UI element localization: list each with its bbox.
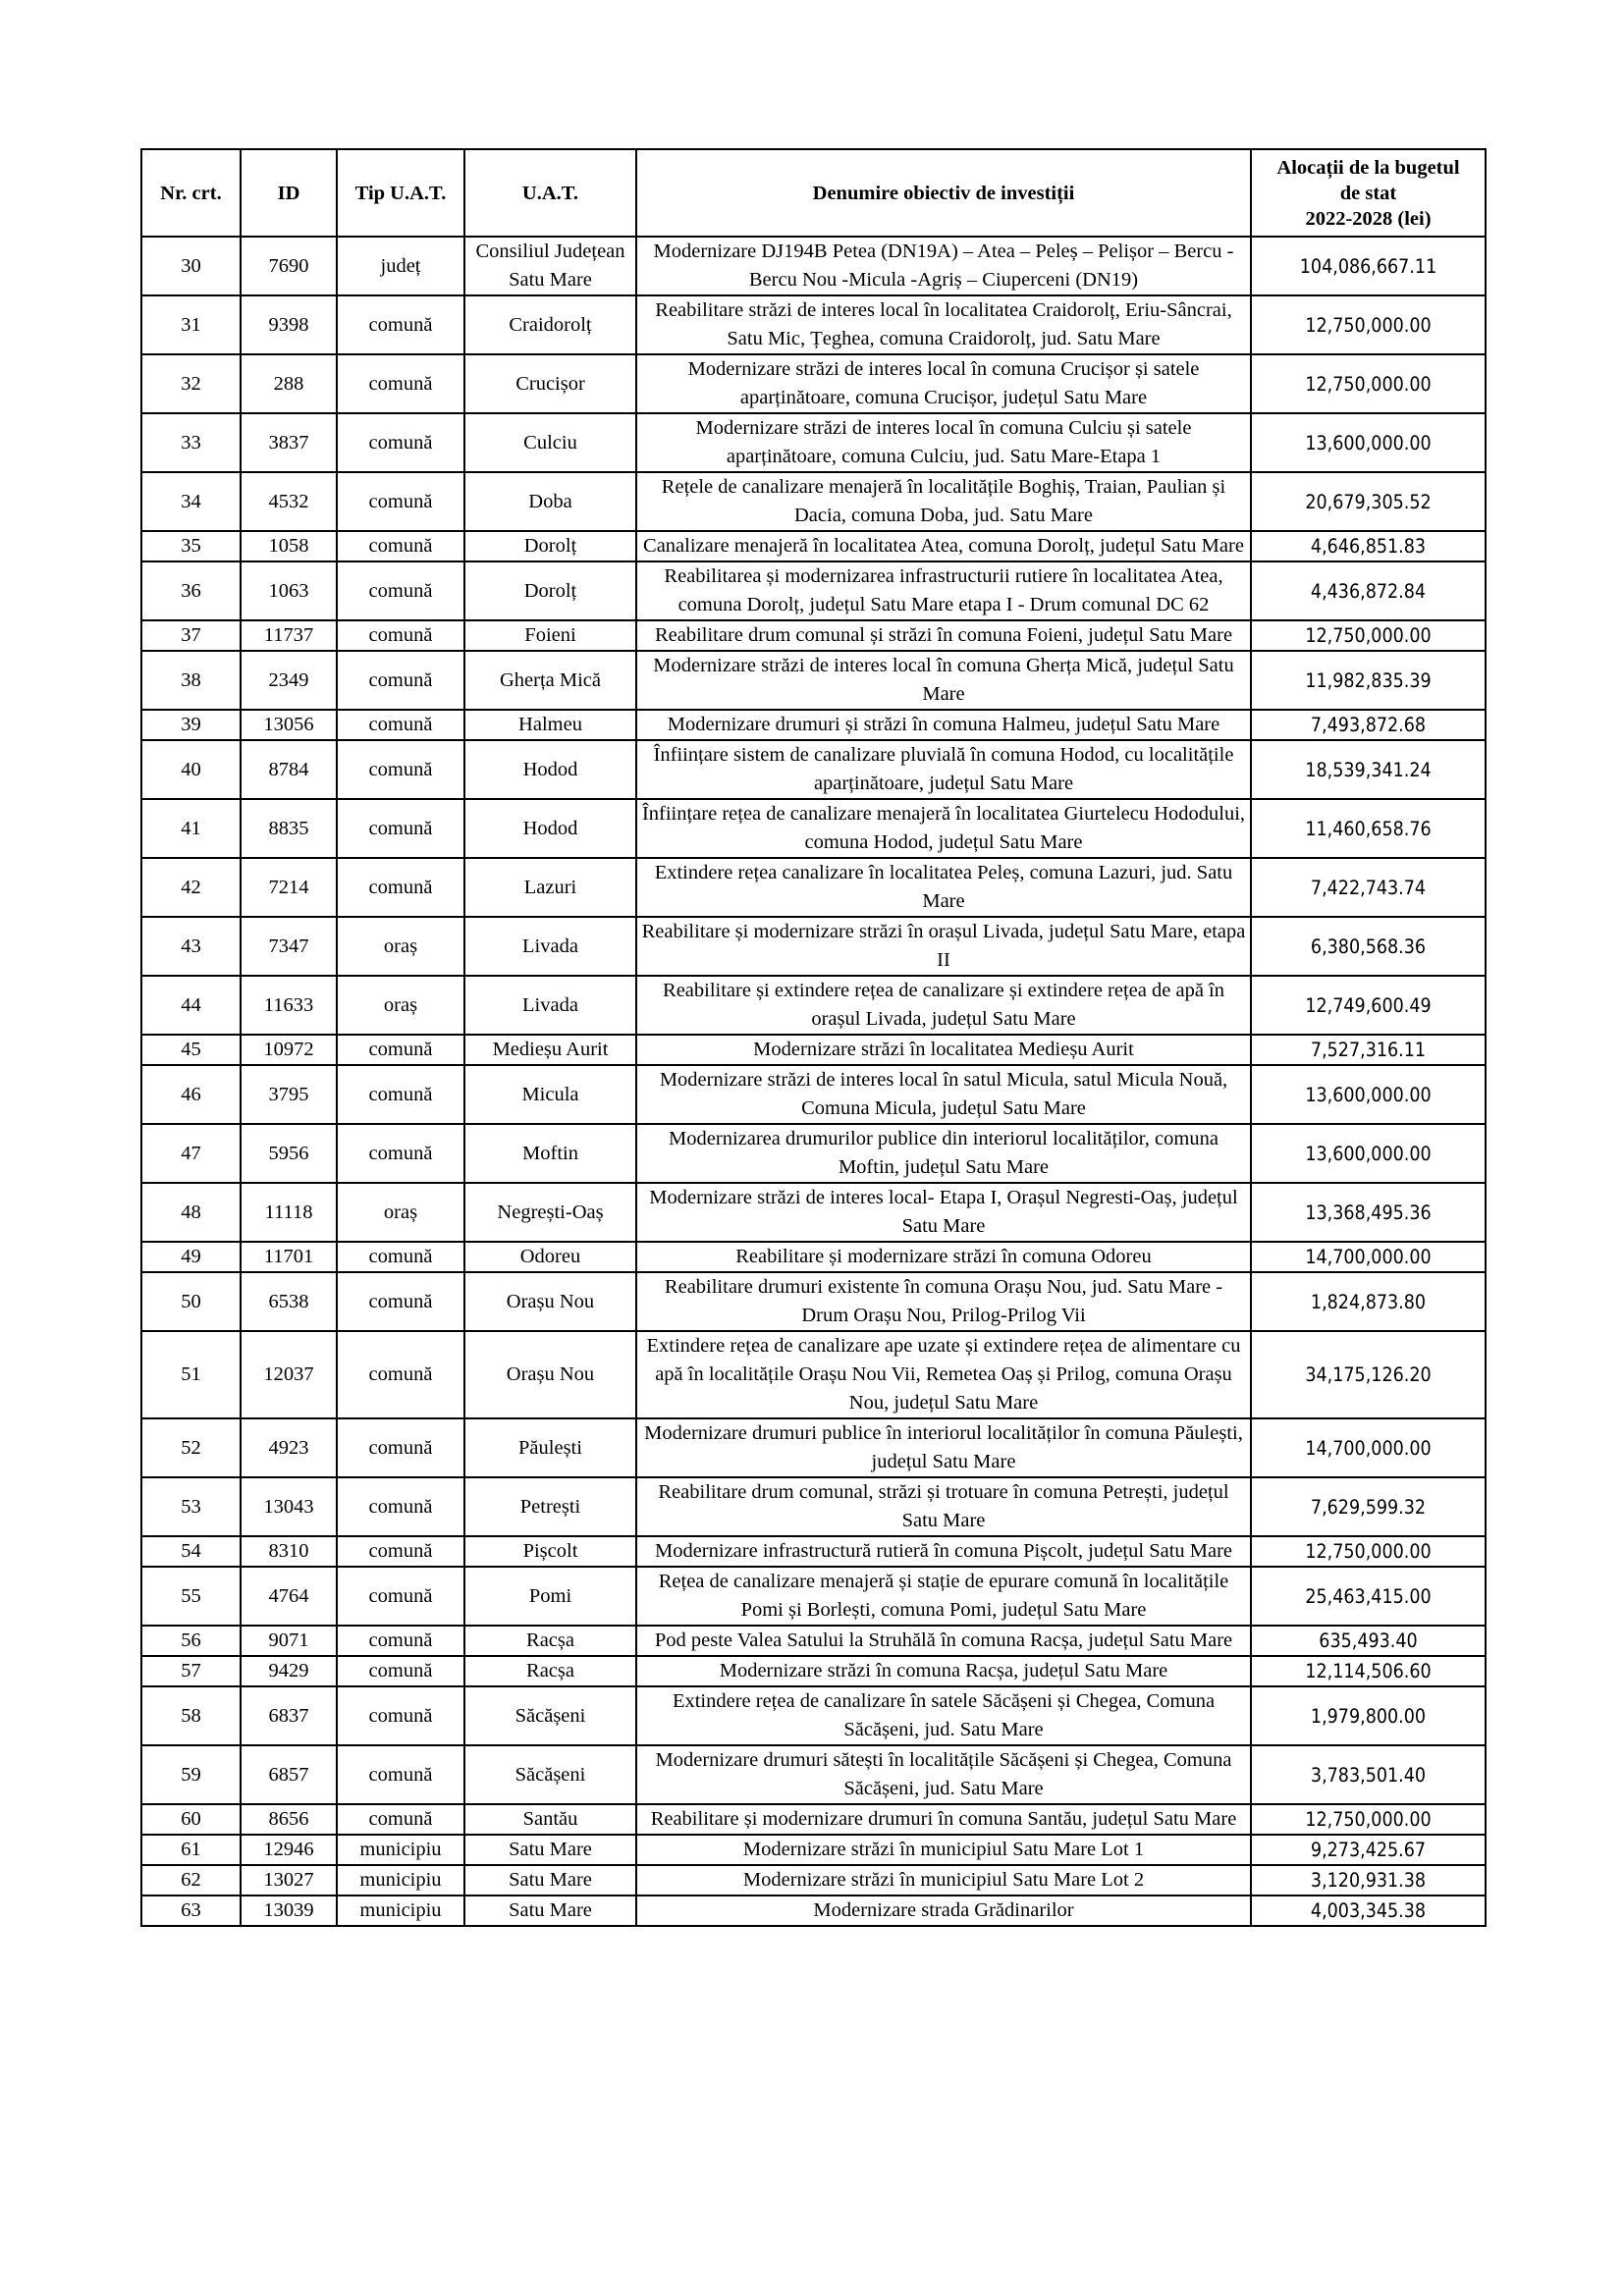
cell-nr-crt: 38 bbox=[141, 651, 241, 710]
header-uat: U.A.T. bbox=[464, 149, 636, 237]
cell-nr-crt: 58 bbox=[141, 1686, 241, 1745]
cell-tip-uat: comună bbox=[337, 710, 464, 740]
table-row bbox=[141, 976, 1486, 1035]
cell-id: 5956 bbox=[241, 1124, 337, 1183]
cell-objective: Extindere rețea de canalizare ape uzate și extindere rețea de alimentare cu apă în localitățile Orașu Nou Vii, Remetea Oaș și Prilog, comuna Orașu Nou, județul Satu Mare bbox=[636, 1331, 1251, 1418]
cell-uat: Gherța Mică bbox=[464, 651, 636, 710]
cell-tip-uat: comună bbox=[337, 1626, 464, 1656]
cell-id: 9071 bbox=[241, 1626, 337, 1656]
cell-nr-crt: 62 bbox=[141, 1865, 241, 1896]
table-row bbox=[141, 1686, 1486, 1745]
cell-objective: Modernizare străzi de interes local în comuna Gherța Mică, județul Satu Mare bbox=[636, 651, 1251, 710]
cell-id: 6837 bbox=[241, 1686, 337, 1745]
cell-id: 2349 bbox=[241, 651, 337, 710]
cell-objective: Modernizare drumuri sătești în localitățile Săcășeni și Chegea, Comuna Săcășeni, jud. Satu Mare bbox=[636, 1745, 1251, 1804]
cell-nr-crt: 48 bbox=[141, 1183, 241, 1242]
cell-allocation: 12,749,600.49 bbox=[1251, 976, 1486, 1035]
cell-objective: Modernizare drumuri publice în interiorul localităților în comuna Păulești, județul Satu Mare bbox=[636, 1418, 1251, 1477]
cell-id: 1063 bbox=[241, 561, 337, 620]
cell-nr-crt: 32 bbox=[141, 354, 241, 413]
cell-tip-uat: comună bbox=[337, 1331, 464, 1418]
cell-id: 1058 bbox=[241, 531, 337, 561]
cell-uat: Pișcolt bbox=[464, 1536, 636, 1567]
cell-uat: Săcășeni bbox=[464, 1745, 636, 1804]
cell-uat: Satu Mare bbox=[464, 1896, 636, 1926]
cell-uat: Săcășeni bbox=[464, 1686, 636, 1745]
header-allocation-line3: 2022-2028 (lei) bbox=[1305, 207, 1432, 230]
table-row bbox=[141, 1124, 1486, 1183]
cell-uat: Dorolț bbox=[464, 531, 636, 561]
cell-uat: Halmeu bbox=[464, 710, 636, 740]
cell-objective: Modernizare străzi de interes local- Etapa I, Orașul Negresti-Oaș, județul Satu Mare bbox=[636, 1183, 1251, 1242]
cell-allocation: 12,114,506.60 bbox=[1251, 1656, 1486, 1686]
cell-id: 7214 bbox=[241, 858, 337, 917]
cell-tip-uat: comună bbox=[337, 651, 464, 710]
cell-tip-uat: comună bbox=[337, 1567, 464, 1626]
cell-id: 8310 bbox=[241, 1536, 337, 1567]
cell-objective: Pod peste Valea Satului la Struhălă în comuna Racșa, județul Satu Mare bbox=[636, 1626, 1251, 1656]
table-row bbox=[141, 710, 1486, 740]
cell-tip-uat: comună bbox=[337, 740, 464, 799]
cell-allocation: 7,422,743.74 bbox=[1251, 858, 1486, 917]
cell-allocation: 34,175,126.20 bbox=[1251, 1331, 1486, 1418]
cell-nr-crt: 50 bbox=[141, 1272, 241, 1331]
investment-table bbox=[140, 148, 1487, 1927]
table-row bbox=[141, 1626, 1486, 1656]
cell-id: 3795 bbox=[241, 1065, 337, 1124]
cell-allocation: 18,539,341.24 bbox=[1251, 740, 1486, 799]
cell-allocation: 635,493.40 bbox=[1251, 1626, 1486, 1656]
cell-allocation: 12,750,000.00 bbox=[1251, 620, 1486, 651]
cell-objective: Modernizare străzi în municipiul Satu Mare Lot 1 bbox=[636, 1835, 1251, 1865]
cell-nr-crt: 34 bbox=[141, 472, 241, 531]
cell-allocation: 12,750,000.00 bbox=[1251, 1804, 1486, 1835]
cell-id: 288 bbox=[241, 354, 337, 413]
table-row bbox=[141, 295, 1486, 354]
cell-objective: Extindere rețea canalizare în localitatea Peleș, comuna Lazuri, jud. Satu Mare bbox=[636, 858, 1251, 917]
cell-uat: Craidorolț bbox=[464, 295, 636, 354]
cell-uat: Orașu Nou bbox=[464, 1331, 636, 1418]
table-row bbox=[141, 1567, 1486, 1626]
cell-tip-uat: oraș bbox=[337, 917, 464, 976]
cell-objective: Rețea de canalizare menajeră și stație de epurare comună în localitățile Pomi și Borlești, comuna Pomi, județul Satu Mare bbox=[636, 1567, 1251, 1626]
table-row bbox=[141, 1536, 1486, 1567]
cell-nr-crt: 33 bbox=[141, 413, 241, 472]
cell-id: 10972 bbox=[241, 1035, 337, 1065]
table-row bbox=[141, 354, 1486, 413]
cell-objective: Reabilitare drumuri existente în comuna Orașu Nou, jud. Satu Mare - Drum Orașu Nou, Prilog-Prilog Vii bbox=[636, 1272, 1251, 1331]
cell-allocation: 13,600,000.00 bbox=[1251, 1065, 1486, 1124]
cell-allocation: 104,086,667.11 bbox=[1251, 237, 1486, 295]
header-tip-uat: Tip U.A.T. bbox=[337, 149, 464, 237]
cell-nr-crt: 52 bbox=[141, 1418, 241, 1477]
cell-nr-crt: 46 bbox=[141, 1065, 241, 1124]
cell-objective: Înființare sistem de canalizare pluvială în comuna Hodod, cu localitățile aparținătoare, județul Satu Mare bbox=[636, 740, 1251, 799]
cell-allocation: 3,783,501.40 bbox=[1251, 1745, 1486, 1804]
table-row bbox=[141, 1065, 1486, 1124]
cell-id: 13043 bbox=[241, 1477, 337, 1536]
cell-objective: Reabilitare drum comunal, străzi și trotuare în comuna Petrești, județul Satu Mare bbox=[636, 1477, 1251, 1536]
cell-allocation: 20,679,305.52 bbox=[1251, 472, 1486, 531]
cell-allocation: 25,463,415.00 bbox=[1251, 1567, 1486, 1626]
cell-objective: Reabilitare și modernizare drumuri în comuna Santău, județul Satu Mare bbox=[636, 1804, 1251, 1835]
cell-uat: Negrești-Oaș bbox=[464, 1183, 636, 1242]
cell-id: 4923 bbox=[241, 1418, 337, 1477]
cell-id: 9429 bbox=[241, 1656, 337, 1686]
cell-nr-crt: 40 bbox=[141, 740, 241, 799]
header-nr-crt: Nr. crt. bbox=[141, 149, 241, 237]
table-row bbox=[141, 472, 1486, 531]
cell-allocation: 12,750,000.00 bbox=[1251, 1536, 1486, 1567]
cell-allocation: 1,979,800.00 bbox=[1251, 1686, 1486, 1745]
cell-tip-uat: comună bbox=[337, 1124, 464, 1183]
cell-allocation: 4,646,851.83 bbox=[1251, 531, 1486, 561]
table-row bbox=[141, 1272, 1486, 1331]
table-row bbox=[141, 413, 1486, 472]
cell-tip-uat: comună bbox=[337, 472, 464, 531]
cell-uat: Racșa bbox=[464, 1626, 636, 1656]
cell-uat: Consiliul Județean Satu Mare bbox=[464, 237, 636, 295]
table-row bbox=[141, 1656, 1486, 1686]
cell-id: 13056 bbox=[241, 710, 337, 740]
cell-objective: Modernizare DJ194B Petea (DN19A) – Atea – Peleș – Pelișor – Bercu - Bercu Nou -Micula -Agriș – Ciuperceni (DN19) bbox=[636, 237, 1251, 295]
cell-uat: Medieșu Aurit bbox=[464, 1035, 636, 1065]
cell-nr-crt: 61 bbox=[141, 1835, 241, 1865]
cell-nr-crt: 56 bbox=[141, 1626, 241, 1656]
cell-allocation: 4,436,872.84 bbox=[1251, 561, 1486, 620]
cell-uat: Culciu bbox=[464, 413, 636, 472]
cell-tip-uat: municipiu bbox=[337, 1896, 464, 1926]
cell-objective: Modernizare strada Grădinarilor bbox=[636, 1896, 1251, 1926]
cell-objective: Reabilitare drum comunal și străzi în comuna Foieni, județul Satu Mare bbox=[636, 620, 1251, 651]
table-row bbox=[141, 1418, 1486, 1477]
cell-objective: Modernizare drumuri și străzi în comuna Halmeu, județul Satu Mare bbox=[636, 710, 1251, 740]
cell-allocation: 13,600,000.00 bbox=[1251, 413, 1486, 472]
cell-objective: Modernizare străzi în municipiul Satu Mare Lot 2 bbox=[636, 1865, 1251, 1896]
header-allocation-line2: de stat bbox=[1339, 182, 1397, 204]
cell-nr-crt: 47 bbox=[141, 1124, 241, 1183]
cell-tip-uat: comună bbox=[337, 1272, 464, 1331]
cell-nr-crt: 31 bbox=[141, 295, 241, 354]
cell-allocation: 12,750,000.00 bbox=[1251, 295, 1486, 354]
cell-allocation: 7,527,316.11 bbox=[1251, 1035, 1486, 1065]
cell-uat: Hodod bbox=[464, 799, 636, 858]
table-row bbox=[141, 1331, 1486, 1418]
cell-nr-crt: 30 bbox=[141, 237, 241, 295]
cell-id: 11633 bbox=[241, 976, 337, 1035]
cell-uat: Micula bbox=[464, 1065, 636, 1124]
cell-tip-uat: comună bbox=[337, 1035, 464, 1065]
cell-objective: Modernizare infrastructură rutieră în comuna Pișcolt, județul Satu Mare bbox=[636, 1536, 1251, 1567]
cell-nr-crt: 44 bbox=[141, 976, 241, 1035]
table-row bbox=[141, 1835, 1486, 1865]
cell-nr-crt: 35 bbox=[141, 531, 241, 561]
cell-nr-crt: 42 bbox=[141, 858, 241, 917]
header-id: ID bbox=[241, 149, 337, 237]
cell-tip-uat: comună bbox=[337, 1656, 464, 1686]
cell-allocation: 11,982,835.39 bbox=[1251, 651, 1486, 710]
cell-id: 11118 bbox=[241, 1183, 337, 1242]
cell-nr-crt: 41 bbox=[141, 799, 241, 858]
cell-tip-uat: comună bbox=[337, 1477, 464, 1536]
cell-uat: Satu Mare bbox=[464, 1835, 636, 1865]
cell-tip-uat: comună bbox=[337, 799, 464, 858]
cell-tip-uat: oraș bbox=[337, 976, 464, 1035]
cell-tip-uat: comună bbox=[337, 858, 464, 917]
cell-objective: Rețele de canalizare menajeră în localitățile Boghiș, Traian, Paulian și Dacia, comuna Doba, jud. Satu Mare bbox=[636, 472, 1251, 531]
cell-tip-uat: municipiu bbox=[337, 1865, 464, 1896]
cell-tip-uat: comună bbox=[337, 354, 464, 413]
cell-allocation: 7,493,872.68 bbox=[1251, 710, 1486, 740]
cell-allocation: 11,460,658.76 bbox=[1251, 799, 1486, 858]
cell-allocation: 12,750,000.00 bbox=[1251, 354, 1486, 413]
cell-tip-uat: comună bbox=[337, 561, 464, 620]
table-row bbox=[141, 858, 1486, 917]
table-row bbox=[141, 799, 1486, 858]
cell-id: 4764 bbox=[241, 1567, 337, 1626]
cell-objective: Modernizare străzi în comuna Racșa, județul Satu Mare bbox=[636, 1656, 1251, 1686]
cell-objective: Modernizare străzi în localitatea Medieșu Aurit bbox=[636, 1035, 1251, 1065]
cell-id: 13039 bbox=[241, 1896, 337, 1926]
table-row bbox=[141, 740, 1486, 799]
table-row bbox=[141, 620, 1486, 651]
cell-objective: Modernizare străzi de interes local în comuna Culciu și satele aparținătoare, comuna Culciu, jud. Satu Mare-Etapa 1 bbox=[636, 413, 1251, 472]
cell-id: 11701 bbox=[241, 1242, 337, 1272]
table-body bbox=[141, 237, 1486, 1926]
cell-objective: Înființare rețea de canalizare menajeră în localitatea Giurtelecu Hododului, comuna Hodod, județul Satu Mare bbox=[636, 799, 1251, 858]
cell-tip-uat: comună bbox=[337, 1686, 464, 1745]
cell-nr-crt: 63 bbox=[141, 1896, 241, 1926]
table-row bbox=[141, 1804, 1486, 1835]
cell-id: 7690 bbox=[241, 237, 337, 295]
cell-tip-uat: comună bbox=[337, 1418, 464, 1477]
cell-id: 3837 bbox=[241, 413, 337, 472]
cell-uat: Petrești bbox=[464, 1477, 636, 1536]
cell-objective: Modernizarea drumurilor publice din interiorul localităților, comuna Moftin, județul Satu Mare bbox=[636, 1124, 1251, 1183]
cell-id: 7347 bbox=[241, 917, 337, 976]
cell-id: 8835 bbox=[241, 799, 337, 858]
cell-id: 4532 bbox=[241, 472, 337, 531]
cell-nr-crt: 49 bbox=[141, 1242, 241, 1272]
table-row bbox=[141, 1865, 1486, 1896]
cell-id: 11737 bbox=[241, 620, 337, 651]
cell-nr-crt: 60 bbox=[141, 1804, 241, 1835]
cell-nr-crt: 45 bbox=[141, 1035, 241, 1065]
cell-nr-crt: 37 bbox=[141, 620, 241, 651]
cell-uat: Livada bbox=[464, 976, 636, 1035]
cell-uat: Lazuri bbox=[464, 858, 636, 917]
cell-tip-uat: comună bbox=[337, 1536, 464, 1567]
cell-tip-uat: comună bbox=[337, 1745, 464, 1804]
cell-uat: Dorolț bbox=[464, 561, 636, 620]
table-row bbox=[141, 1242, 1486, 1272]
cell-uat: Hodod bbox=[464, 740, 636, 799]
cell-uat: Orașu Nou bbox=[464, 1272, 636, 1331]
cell-objective: Modernizare străzi de interes local în satul Micula, satul Micula Nouă, Comuna Micula, județul Satu Mare bbox=[636, 1065, 1251, 1124]
cell-tip-uat: comună bbox=[337, 1804, 464, 1835]
cell-allocation: 1,824,873.80 bbox=[1251, 1272, 1486, 1331]
cell-nr-crt: 39 bbox=[141, 710, 241, 740]
cell-id: 6538 bbox=[241, 1272, 337, 1331]
cell-allocation: 7,629,599.32 bbox=[1251, 1477, 1486, 1536]
cell-objective: Reabilitare și modernizare străzi în orașul Livada, județul Satu Mare, etapa II bbox=[636, 917, 1251, 976]
table-row bbox=[141, 917, 1486, 976]
cell-objective: Reabilitare și extindere rețea de canalizare și extindere rețea de apă în orașul Livada, județul Satu Mare bbox=[636, 976, 1251, 1035]
cell-uat: Crucișor bbox=[464, 354, 636, 413]
header-objective: Denumire obiectiv de investiții bbox=[636, 149, 1251, 237]
cell-allocation: 13,600,000.00 bbox=[1251, 1124, 1486, 1183]
cell-objective: Modernizare străzi de interes local în comuna Crucișor și satele aparținătoare, comuna Crucișor, județul Satu Mare bbox=[636, 354, 1251, 413]
table-row bbox=[141, 531, 1486, 561]
cell-uat: Santău bbox=[464, 1804, 636, 1835]
cell-uat: Doba bbox=[464, 472, 636, 531]
cell-nr-crt: 53 bbox=[141, 1477, 241, 1536]
cell-tip-uat: comună bbox=[337, 413, 464, 472]
cell-id: 12946 bbox=[241, 1835, 337, 1865]
cell-tip-uat: comună bbox=[337, 620, 464, 651]
cell-allocation: 13,368,495.36 bbox=[1251, 1183, 1486, 1242]
cell-uat: Păulești bbox=[464, 1418, 636, 1477]
cell-id: 12037 bbox=[241, 1331, 337, 1418]
cell-objective: Canalizare menajeră în localitatea Atea, comuna Dorolț, județul Satu Mare bbox=[636, 531, 1251, 561]
cell-nr-crt: 54 bbox=[141, 1536, 241, 1567]
cell-tip-uat: comună bbox=[337, 1242, 464, 1272]
cell-nr-crt: 43 bbox=[141, 917, 241, 976]
cell-allocation: 4,003,345.38 bbox=[1251, 1896, 1486, 1926]
cell-allocation: 6,380,568.36 bbox=[1251, 917, 1486, 976]
cell-nr-crt: 57 bbox=[141, 1656, 241, 1686]
cell-uat: Foieni bbox=[464, 620, 636, 651]
table-row bbox=[141, 1477, 1486, 1536]
cell-id: 6857 bbox=[241, 1745, 337, 1804]
table-row bbox=[141, 561, 1486, 620]
cell-id: 9398 bbox=[241, 295, 337, 354]
cell-id: 8784 bbox=[241, 740, 337, 799]
cell-objective: Reabilitare și modernizare străzi în comuna Odoreu bbox=[636, 1242, 1251, 1272]
cell-allocation: 9,273,425.67 bbox=[1251, 1835, 1486, 1865]
cell-nr-crt: 55 bbox=[141, 1567, 241, 1626]
cell-allocation: 3,120,931.38 bbox=[1251, 1865, 1486, 1896]
cell-id: 8656 bbox=[241, 1804, 337, 1835]
table-row bbox=[141, 1035, 1486, 1065]
cell-tip-uat: comună bbox=[337, 531, 464, 561]
cell-objective: Reabilitarea și modernizarea infrastructurii rutiere în localitatea Atea, comuna Dorolț, județul Satu Mare etapa I - Drum comunal DC 62 bbox=[636, 561, 1251, 620]
cell-id: 13027 bbox=[241, 1865, 337, 1896]
cell-allocation: 14,700,000.00 bbox=[1251, 1418, 1486, 1477]
cell-uat: Racșa bbox=[464, 1656, 636, 1686]
table-row bbox=[141, 237, 1486, 295]
cell-objective: Extindere rețea de canalizare în satele Săcășeni și Chegea, Comuna Săcășeni, jud. Satu Mare bbox=[636, 1686, 1251, 1745]
cell-allocation: 14,700,000.00 bbox=[1251, 1242, 1486, 1272]
cell-tip-uat: oraș bbox=[337, 1183, 464, 1242]
table-header-row bbox=[141, 149, 1486, 237]
cell-uat: Satu Mare bbox=[464, 1865, 636, 1896]
cell-tip-uat: comună bbox=[337, 1065, 464, 1124]
cell-nr-crt: 59 bbox=[141, 1745, 241, 1804]
cell-objective: Reabilitare străzi de interes local în localitatea Craidorolț, Eriu-Sâncrai, Satu Mic, Țeghea, comuna Craidorolț, jud. Satu Mare bbox=[636, 295, 1251, 354]
cell-uat: Odoreu bbox=[464, 1242, 636, 1272]
header-allocation-line1: Alocații de la bugetul bbox=[1276, 156, 1460, 179]
cell-uat: Livada bbox=[464, 917, 636, 976]
table-row bbox=[141, 1183, 1486, 1242]
cell-tip-uat: municipiu bbox=[337, 1835, 464, 1865]
cell-nr-crt: 36 bbox=[141, 561, 241, 620]
cell-uat: Pomi bbox=[464, 1567, 636, 1626]
cell-nr-crt: 51 bbox=[141, 1331, 241, 1418]
cell-tip-uat: comună bbox=[337, 295, 464, 354]
table-row bbox=[141, 1745, 1486, 1804]
cell-uat: Moftin bbox=[464, 1124, 636, 1183]
header-allocation bbox=[1251, 149, 1486, 237]
cell-tip-uat: județ bbox=[337, 237, 464, 295]
table-row bbox=[141, 1896, 1486, 1926]
table-row bbox=[141, 651, 1486, 710]
